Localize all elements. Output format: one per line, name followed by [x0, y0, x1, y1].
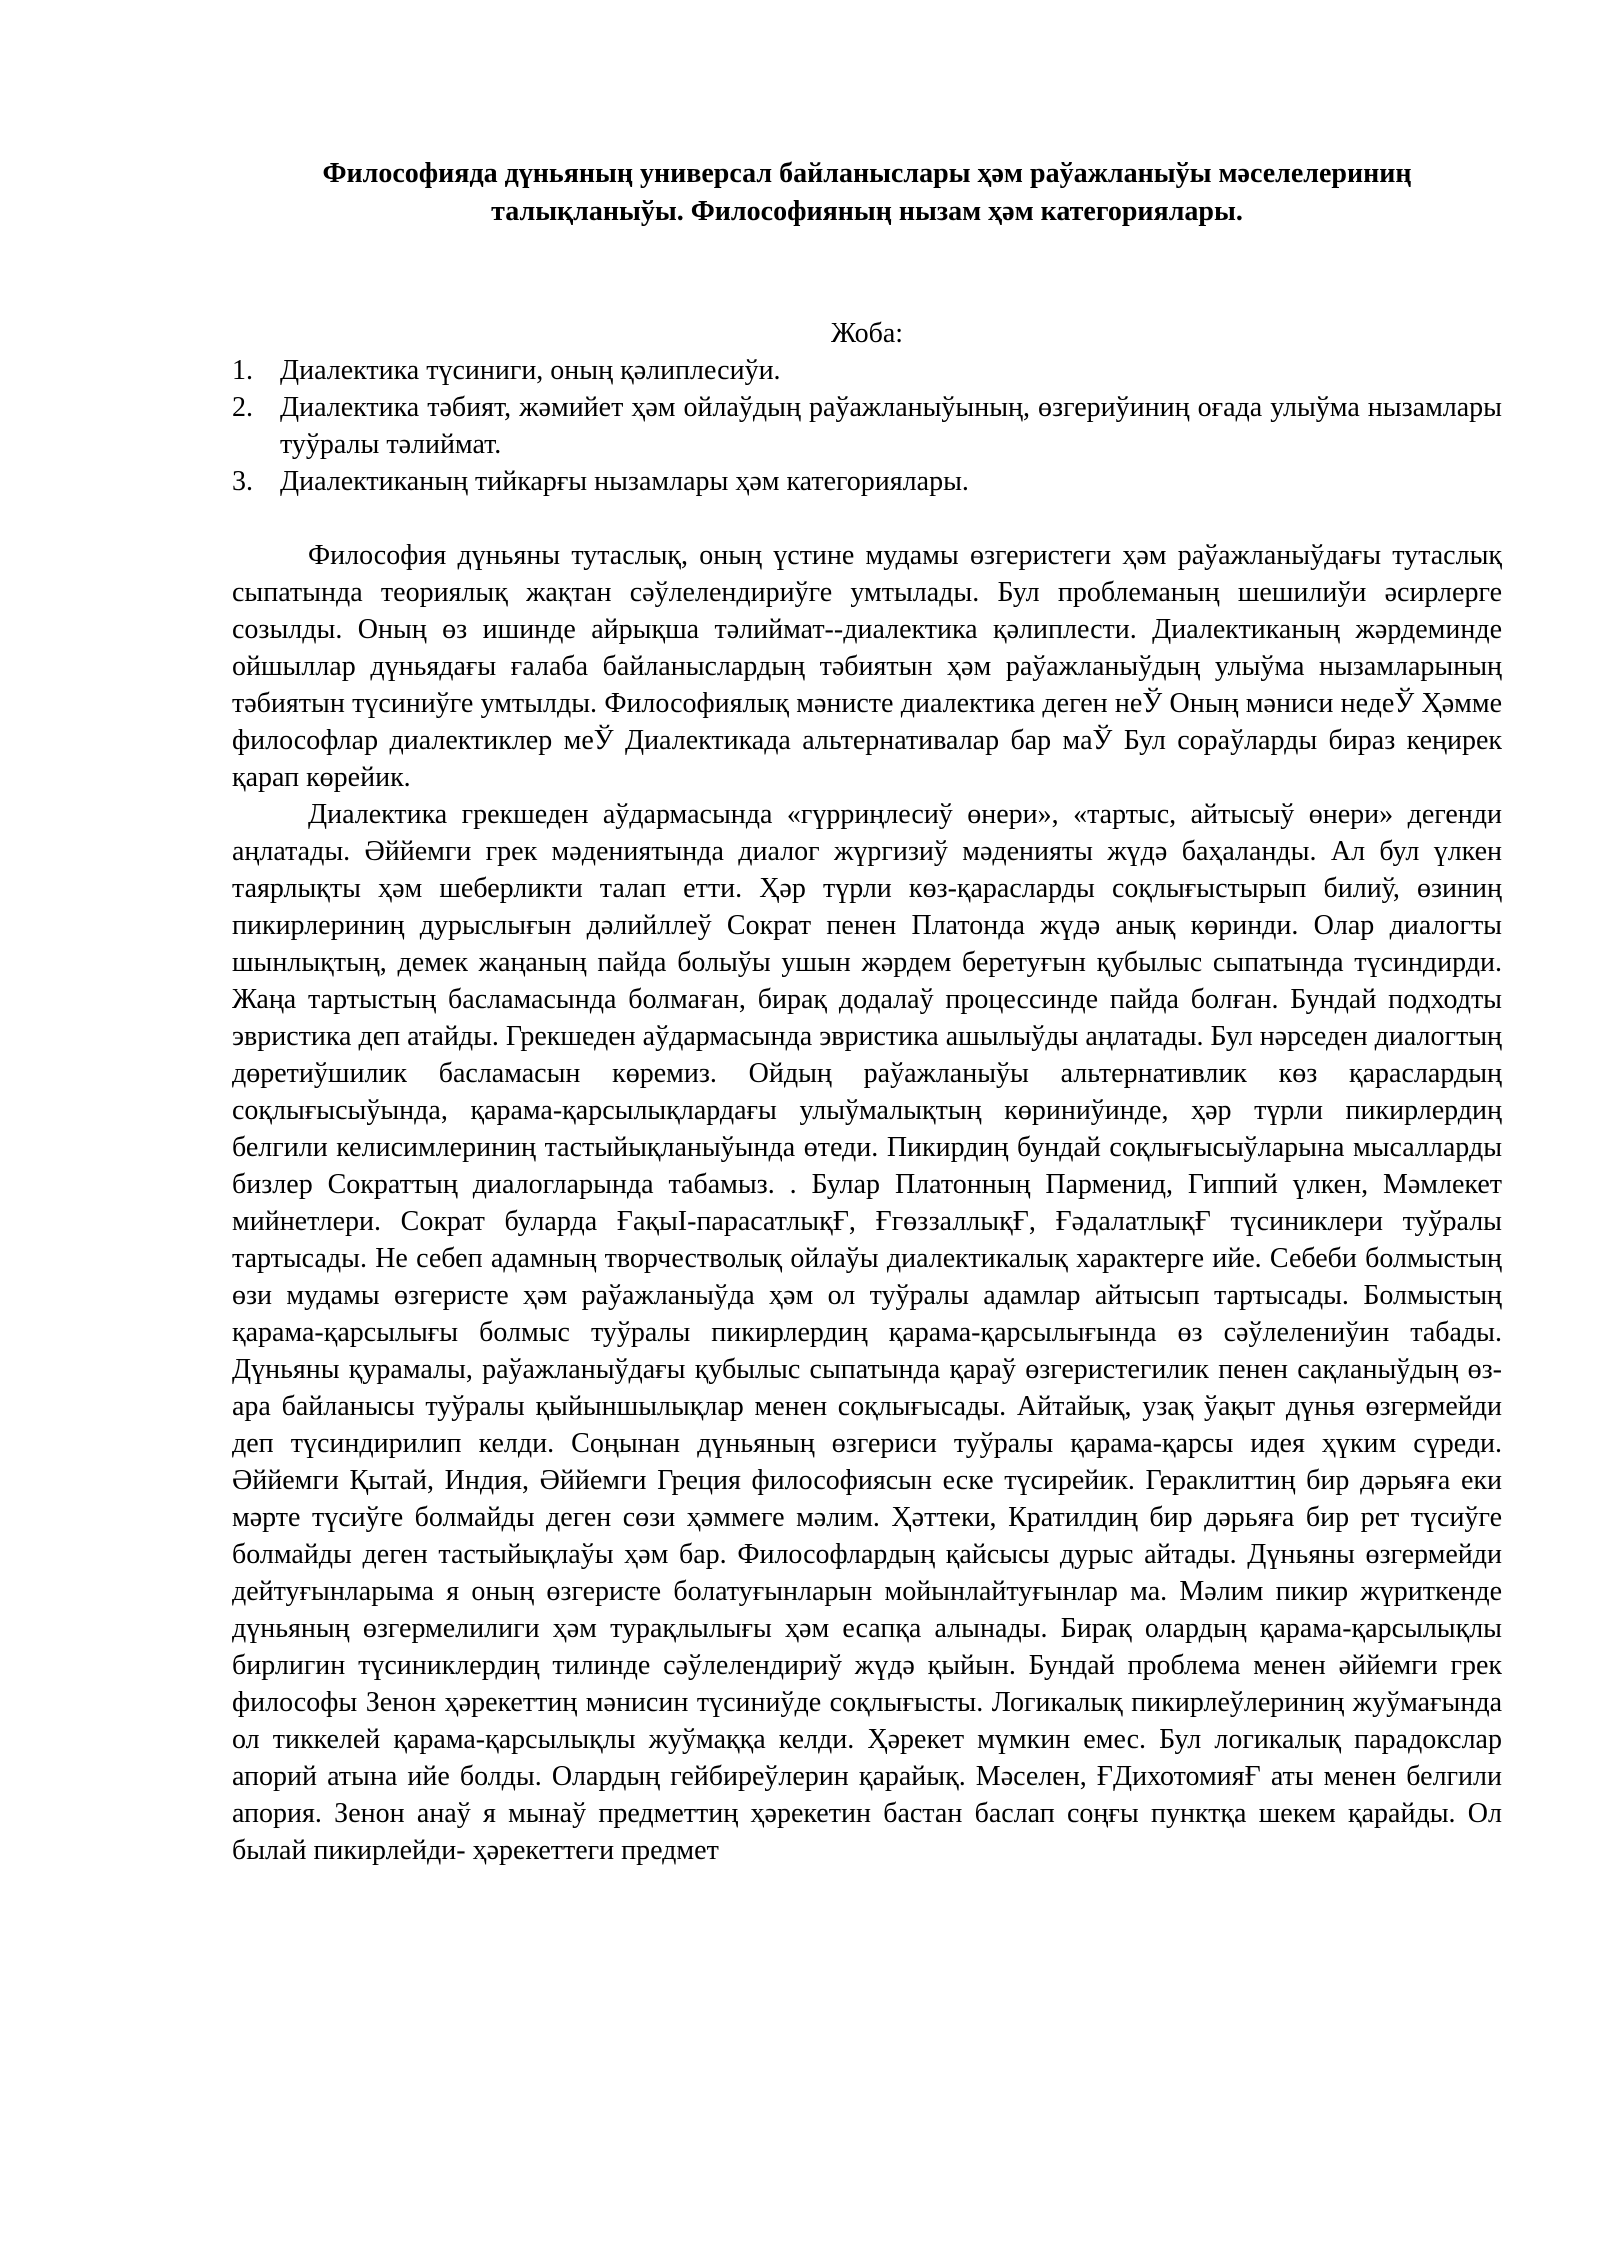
- title-line-2: талықланыўы. Философияның нызам ҳәм категориялары.: [491, 196, 1243, 227]
- plan-item-text: Диалектика түсиниги, оның қәлиплесиўи.: [280, 355, 781, 386]
- title-line-1: Философияда дүньяның универсал байланыслары ҳәм раўажланыўы мәселелериниң: [322, 158, 1412, 189]
- plan-item-text: Диалектика тәбият, жәмийет ҳәм ойлаўдың раўажланыўының, өзгериўиниң оғада улыўма нызамлары туўралы тәлиймат.: [280, 392, 1502, 460]
- plan-item: [232, 352, 1502, 389]
- plan-item: [232, 463, 1502, 500]
- plan-list: [232, 352, 1502, 500]
- plan-item-number: 1.: [232, 355, 253, 386]
- plan-item-number: 3.: [232, 466, 253, 497]
- paragraph: Диалектика грекшеден аўдармасында «гүрриңлесиў өнери», «тартыс, айтысыў өнери» дегенди аңлатады. Әййемги грек мәдениятында диалог жүргизиў мәденияты жүдә баҳаланды. Ал бул үлкен таярлықты ҳәм шеберликти талап етти. Ҳәр түрли көз-қарасларды соқлығыстырып билиў, өзиниң пикирлериниң дурыслығын дәлийллеў Сократ пенен Платонда жүдә анық көринди. Олар диалогты шынлықтың, демек жаңаның пайда болыўы ушын жәрдем беретуғын қубылыс сыпатында түсиндирди. Жаңа тартыстың басламасында болмаған, бирақ додалаў процессинде пайда болған. Бундай подходты эвристика деп атайды. Грекшеден аўдармасында эвристика ашылыўды аңлатады. Бул нәрседен диалогтың дөретиўшилик басламасын көремиз. Ойдың раўажланыўы альтернативлик көз қараслардың соқлығысыўында, қарама-қарсылықлардағы улыўмалықтың көриниўинде, ҳәр түрли пикирлердиң белгили келисимлериниң тастыйықланыўында өтеди. Пикирдиң бундай соқлығысыўларына мысалларды бизлер Сократтың диалогларында табамыз. . Булар Платонның Парменид, Гиппий үлкен, Мәмлекет мийнетлери. Сократ буларда ҒақыI-парасатлықҒ, ҒгөззаллықҒ, ҒәдалатлықҒ түсиниклери туўралы тартысады. Не себеп адамның творчестволық ойлаўы диалектикалық характерге ийе. Себеби болмыстың өзи мудамы өзгеристе ҳәм раўажланыўда ҳәм ол туўралы адамлар айтысып тартысады. Болмыстың қарама-қарсылығы болмыс туўралы пикирлердиң қарама-қарсылығында өз сәўлелениўин табады. Дүньяны қурамалы, раўажланыўдағы қубылыс сыпатында қараў өзгеристегилик пенен сақланыўдың өз-ара байланысы туўралы қыйыншылықлар менен соқлығысады. Айтайық, узақ ўақыт дүнья өзгермейди деп түсиндирилип келди. Соңынан дүньяның өзгериси туўралы қарама-қарсы идея ҳүким сүреди. Әййемги Қытай, Индия, Әййемги Греция философиясын еске түсирейик. Гераклиттиң бир дәрьяға еки мәрте түсиўге болмайды деген сөзи ҳәммеге мәлим. Ҳәттеки, Кратилдиң бир дәрьяға бир рет түсиўге болмайды деген тастыйықлаўы ҳәм бар. Философлардың қайсысы дурыс айтады. Дүньяны өзгермейди дейтуғынларыма я оның өзгеристе болатуғынларын мойынлайтуғынлар ма. Мәлим пикир жүриткенде дүньяның өзгермелилиги ҳәм турақлылығы ҳәм есапқа алынады. Бирақ олардың қарама-қарсылықлы бирлигин түсиниклердиң тилинде сәўлелендириў жүдә қыйын. Бундай проблема менен әййемги грек философы Зенон ҳәрекеттиң мәнисин түсиниўде соқлығысты. Логикалық пикирлеўлериниң жуўмағында ол тиккелей қарама-қарсылықлы жуўмаққа келди. Ҳәрекет мүмкин емес. Бул логикалық парадокслар апорий атына ийе болды. Олардың гейбиреўлерин қарайық. Мәселен, ҒДихотомияҒ аты менен белгили апория. Зенон анаў я мынаў предметтиң ҳәрекетин бастан баслап соңғы пунктқа шекем қарайды. Ол былай пикирлейди- ҳәрекеттеги предмет: [232, 799, 1502, 1866]
- document-page: [232, 0, 1502, 1869]
- document-title: [232, 155, 1502, 231]
- plan-heading: Жоба:: [830, 318, 904, 349]
- plan-item-text: Диалектиканың тийкарғы нызамлары ҳәм категориялары.: [280, 466, 969, 497]
- paragraph: Философия дүньяны тутаслық, оның үстине мудамы өзгеристеги ҳәм раўажланыўдағы тутаслық сыпатында теориялық жақтан сәўлелендириўге умтылады. Бул проблеманың шешилиўи әсирлерге созылды. Оның өз ишинде айрықша тәлиймат--диалектика қәлиплести. Диалектиканың жәрдеминде ойшыллар дүньядағы ғалаба байланыслардың тәбиятын ҳәм раўажланыўдың улыўма нызамларының тәбиятын түсиниўге умтылды. Философиялық мәнисте диалектика деген неЎ Оның мәниси недеЎ Ҳәмме философлар диалектиклер меЎ Диалектикада альтернативалар бар маЎ Бул сораўларды бираз кеңирек қарап көрейик.: [232, 540, 1502, 793]
- plan-item: [232, 389, 1502, 463]
- plan-item-number: 2.: [232, 392, 253, 423]
- body-text: [232, 537, 1502, 1869]
